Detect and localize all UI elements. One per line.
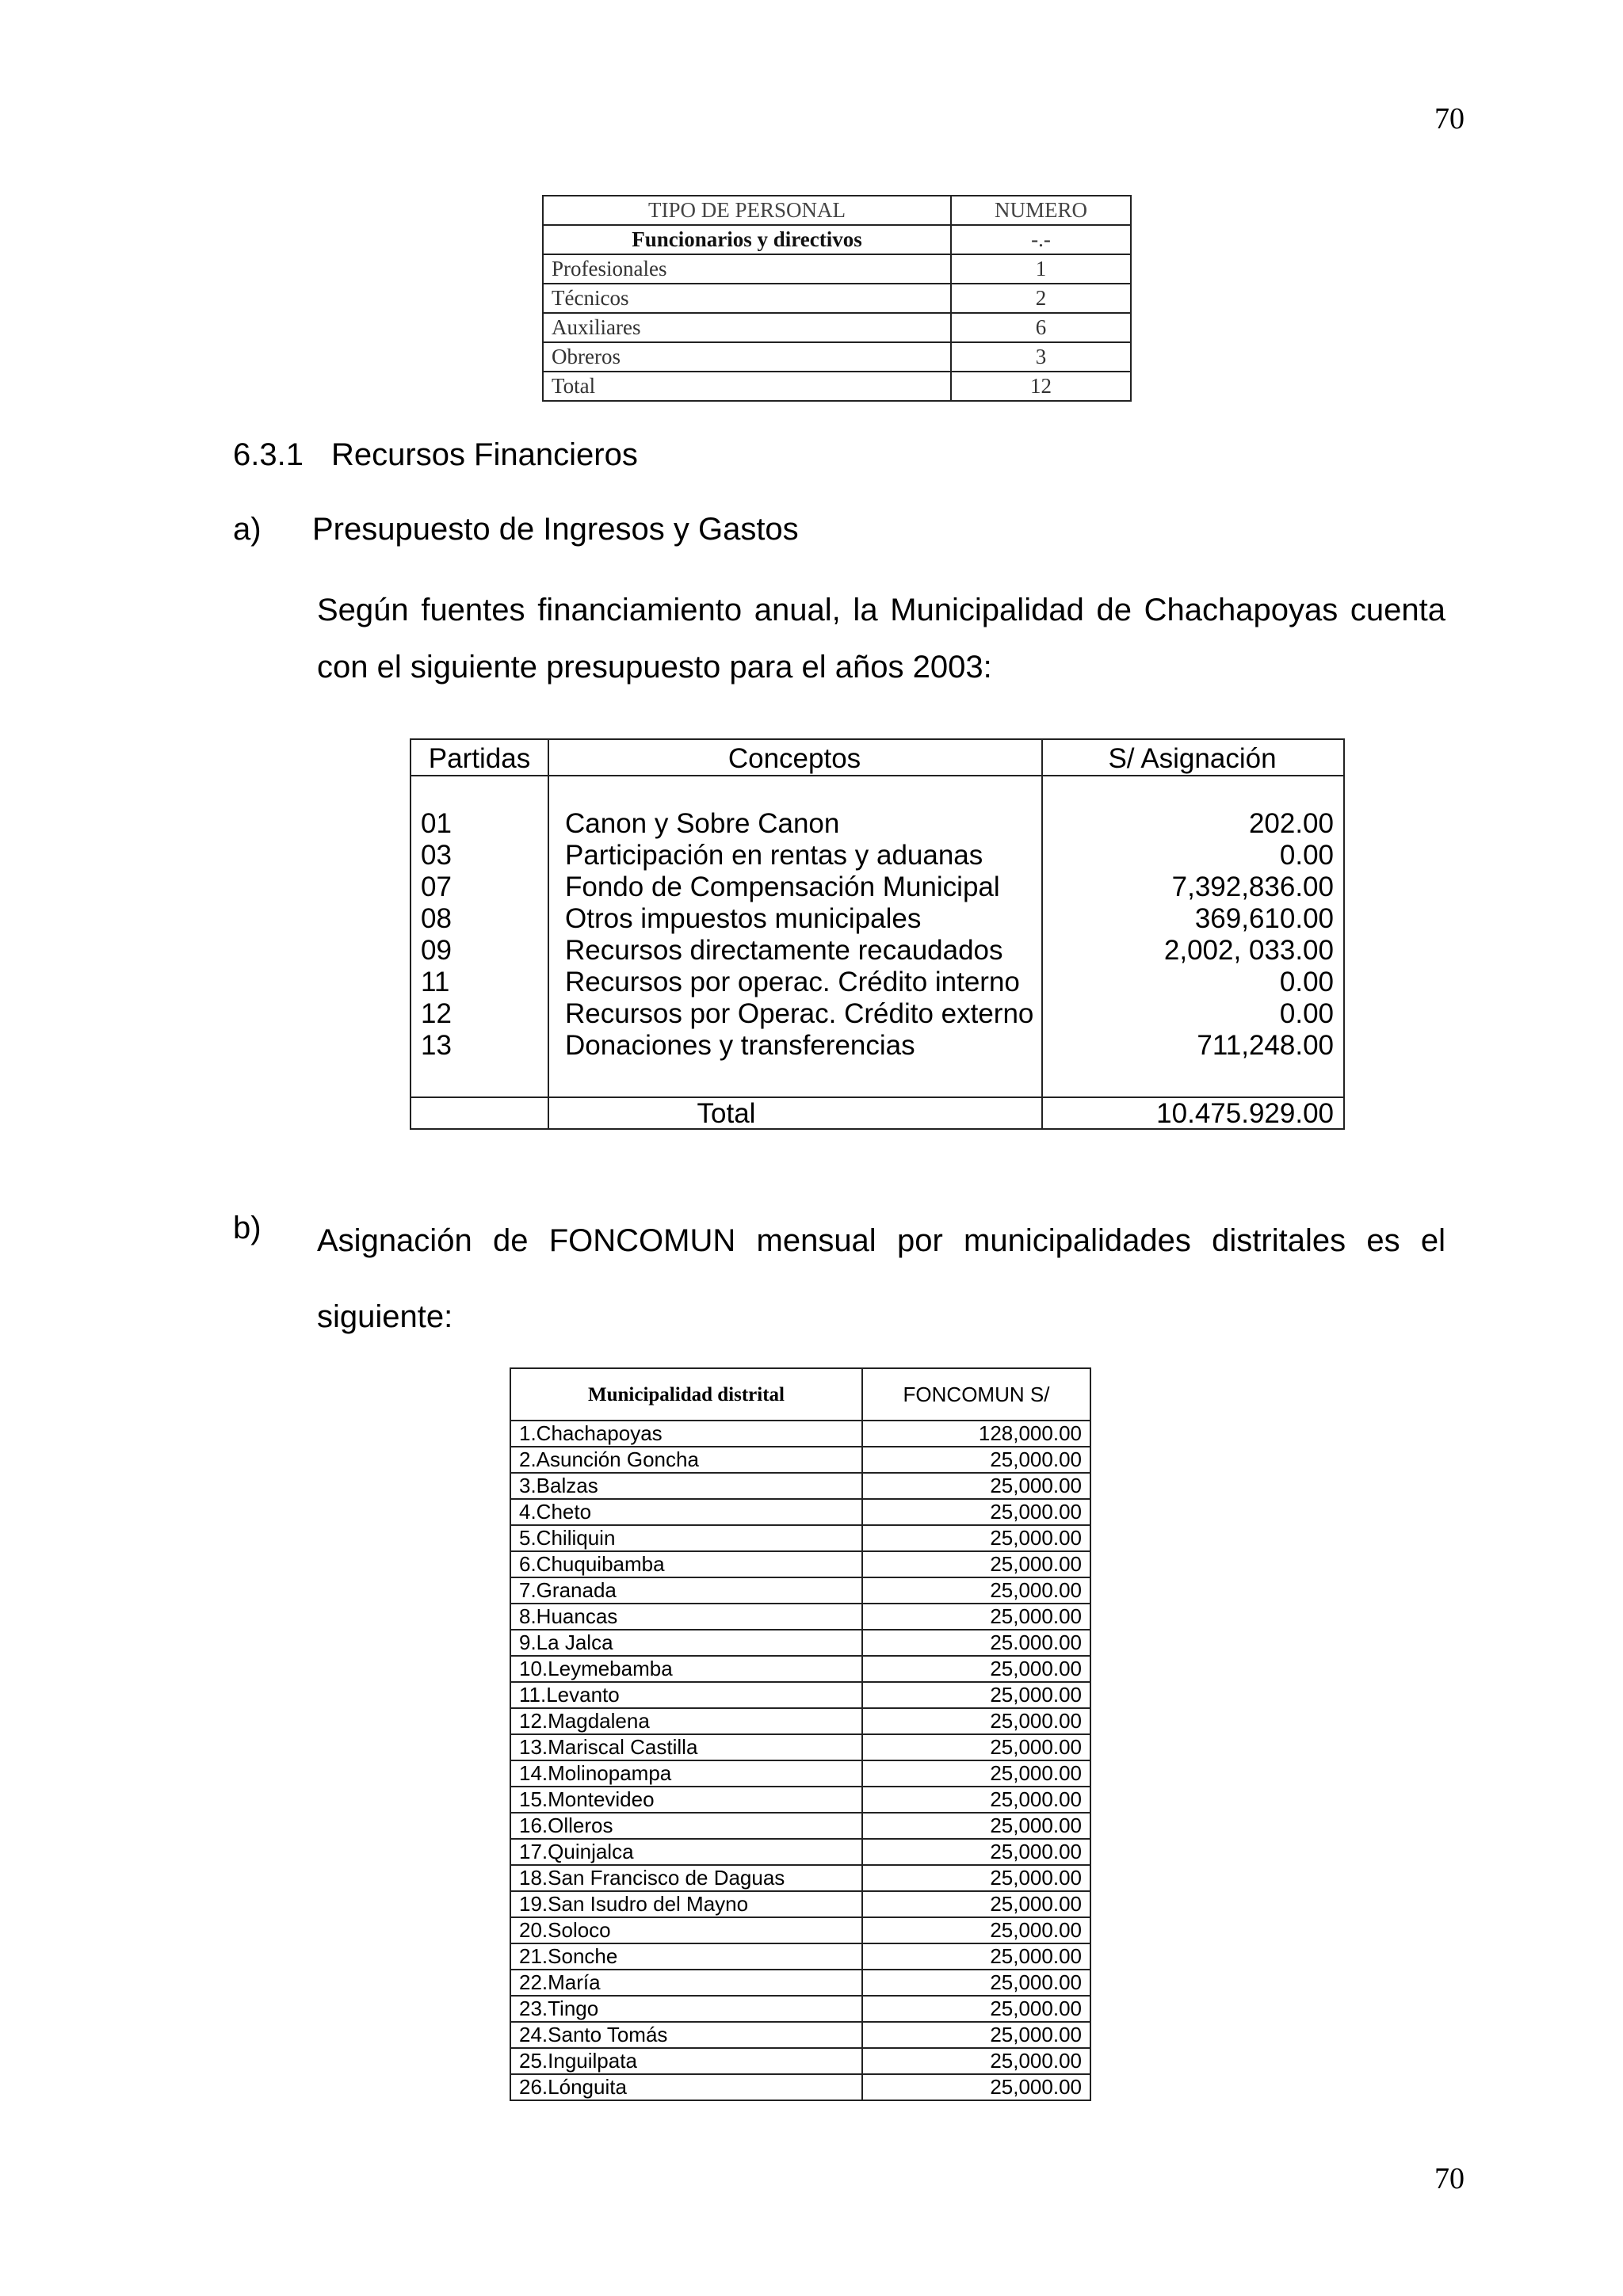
table-row (510, 1970, 1090, 1996)
asignacion: 2,002, 033.00 (1163, 935, 1334, 966)
partida-code: 08 (421, 903, 452, 934)
municipality-name: 4.Cheto (510, 1499, 862, 1525)
foncomun-amount: 25,000.00 (862, 1734, 1090, 1760)
row-label: Técnicos (543, 284, 951, 313)
municipality-name: 13.Mariscal Castilla (510, 1734, 862, 1760)
foncomun-amount: 25,000.00 (862, 1656, 1090, 1682)
page-number-top: 70 (1434, 102, 1465, 135)
table-row (411, 998, 1343, 1030)
personal-type-table (542, 195, 1132, 402)
row-value: 1 (951, 254, 1131, 284)
section-heading-631 (233, 437, 638, 473)
table-row (543, 313, 1131, 342)
foncomun-amount: 25,000.00 (862, 1708, 1090, 1734)
row-label: Funcionarios y directivos (543, 225, 951, 254)
foncomun-amount: 25,000.00 (862, 1760, 1090, 1787)
row-value: 2 (951, 284, 1131, 313)
header-asignacion: S/ Asignación (1108, 743, 1277, 774)
table-row (543, 254, 1131, 284)
municipality-name: 3.Balzas (510, 1473, 862, 1499)
municipality-name: 19.San Isudro del Mayno (510, 1891, 862, 1917)
table-header-row (543, 196, 1131, 225)
partida-code: 12 (421, 998, 452, 1029)
table-row (510, 1943, 1090, 1970)
section-title: Recursos Financieros (331, 437, 638, 472)
foncomun-amount: 25,000.00 (862, 1604, 1090, 1630)
asignacion: 369,610.00 (1194, 903, 1334, 934)
foncomun-amount: 25,000.00 (862, 1839, 1090, 1865)
header-numero: NUMERO (951, 196, 1131, 225)
budget-table (410, 738, 1345, 1130)
foncomun-table (510, 1367, 1091, 2101)
municipality-name: 16.Olleros (510, 1813, 862, 1839)
concepto: Donaciones y transferencias (565, 1030, 915, 1061)
asignacion: 7,392,836.00 (1171, 871, 1334, 902)
municipality-name: 11.Levanto (510, 1682, 862, 1708)
concepto: Fondo de Compensación Municipal (565, 871, 1000, 902)
concepto: Recursos por Operac. Crédito externo (565, 998, 1034, 1029)
asignacion: 711,248.00 (1197, 1030, 1334, 1061)
concepto: Canon y Sobre Canon (565, 808, 840, 839)
header-partidas: Partidas (428, 743, 531, 774)
header-foncomun: FONCOMUN S/ (862, 1368, 1090, 1421)
table-row (411, 808, 1343, 840)
municipality-name: 8.Huancas (510, 1604, 862, 1630)
foncomun-amount: 25,000.00 (862, 1787, 1090, 1813)
table-row (510, 1708, 1090, 1734)
foncomun-amount: 25,000.00 (862, 1447, 1090, 1473)
table-row (510, 2048, 1090, 2074)
subsection-title: Presupuesto de Ingresos y Gastos (312, 512, 799, 547)
table-row (510, 1891, 1090, 1917)
concepto: Participación en rentas y aduanas (565, 840, 983, 871)
municipality-name: 20.Soloco (510, 1917, 862, 1943)
foncomun-amount: 25.000.00 (862, 1630, 1090, 1656)
foncomun-amount: 25,000.00 (862, 1813, 1090, 1839)
partida-code: 07 (421, 871, 452, 902)
municipality-name: 23.Tingo (510, 1996, 862, 2022)
budget-intro-paragraph: Según fuentes financiamiento anual, la Municipalidad de Chachapoyas cuenta con el siguiente presupuesto para el años 2003: (317, 593, 1445, 685)
table-row (543, 372, 1131, 401)
municipality-name: 6.Chuquibamba (510, 1551, 862, 1577)
foncomun-amount: 25,000.00 (862, 1473, 1090, 1499)
table-row (510, 1551, 1090, 1577)
foncomun-amount: 128,000.00 (862, 1421, 1090, 1447)
foncomun-amount: 25,000.00 (862, 1577, 1090, 1604)
asignacion: 0.00 (1279, 967, 1334, 997)
municipality-name: 1.Chachapoyas (510, 1421, 862, 1447)
partida-code: 01 (421, 808, 452, 839)
total-value: 10.475.929.00 (1156, 1098, 1334, 1129)
table-row (543, 225, 1131, 254)
foncomun-amount: 25,000.00 (862, 1970, 1090, 1996)
table-row (510, 1760, 1090, 1787)
municipality-name: 24.Santo Tomás (510, 2022, 862, 2048)
foncomun-amount: 25,000.00 (862, 1891, 1090, 1917)
table-row (510, 1421, 1090, 1447)
row-label: Profesionales (543, 254, 951, 284)
concepto: Recursos por operac. Crédito interno (565, 967, 1020, 997)
table-row (510, 1604, 1090, 1630)
total-label: Total (697, 1098, 756, 1129)
table-row (510, 2074, 1090, 2100)
asignacion: 0.00 (1279, 998, 1334, 1029)
row-value: 12 (951, 372, 1131, 401)
partida-code: 11 (421, 967, 450, 997)
table-row (411, 840, 1343, 871)
table-row (510, 2022, 1090, 2048)
municipality-name: 10.Leymebamba (510, 1656, 862, 1682)
row-label: Auxiliares (543, 313, 951, 342)
table-row (510, 1630, 1090, 1656)
row-value: 6 (951, 313, 1131, 342)
subsection-marker-b: b) (233, 1211, 262, 1245)
municipality-name: 25.Inguilpata (510, 2048, 862, 2074)
subsection-marker: a) (233, 512, 262, 547)
row-value: 3 (951, 342, 1131, 372)
foncomun-amount: 25,000.00 (862, 2074, 1090, 2100)
row-label: Total (543, 372, 951, 401)
table-row (411, 967, 1343, 998)
table-row (411, 1030, 1343, 1062)
municipality-name: 26.Lónguita (510, 2074, 862, 2100)
table-row (510, 1447, 1090, 1473)
table-row (510, 1996, 1090, 2022)
foncomun-amount: 25,000.00 (862, 1551, 1090, 1577)
table-row (411, 903, 1343, 935)
table-row (510, 1865, 1090, 1891)
table-row (510, 1917, 1090, 1943)
section-number: 6.3.1 (233, 437, 304, 472)
foncomun-amount: 25,000.00 (862, 1525, 1090, 1551)
table-row (510, 1525, 1090, 1551)
partida-code: 13 (421, 1030, 452, 1061)
municipality-name: 15.Montevideo (510, 1787, 862, 1813)
partida-code: 03 (421, 840, 452, 871)
foncomun-amount: 25,000.00 (862, 1499, 1090, 1525)
table-row (510, 1499, 1090, 1525)
table-row (510, 1813, 1090, 1839)
municipality-name: 22.María (510, 1970, 862, 1996)
municipality-name: 14.Molinopampa (510, 1760, 862, 1787)
header-conceptos: Conceptos (727, 743, 861, 774)
header-municipalidad: Municipalidad distrital (510, 1368, 862, 1421)
table-row (543, 284, 1131, 313)
foncomun-amount: 25,000.00 (862, 1917, 1090, 1943)
row-value: -.- (951, 225, 1131, 254)
foncomun-amount: 25,000.00 (862, 1996, 1090, 2022)
foncomun-amount: 25,000.00 (862, 1943, 1090, 1970)
foncomun-amount: 25,000.00 (862, 2022, 1090, 2048)
row-label: Obreros (543, 342, 951, 372)
municipality-name: 2.Asunción Goncha (510, 1447, 862, 1473)
table-row (510, 1577, 1090, 1604)
municipality-name: 21.Sonche (510, 1943, 862, 1970)
table-row (543, 342, 1131, 372)
table-header-row (510, 1368, 1090, 1421)
municipality-name: 17.Quinjalca (510, 1839, 862, 1865)
asignacion: 202.00 (1248, 808, 1334, 839)
municipality-name: 9.La Jalca (510, 1630, 862, 1656)
table-row (510, 1473, 1090, 1499)
municipality-name: 5.Chiliquin (510, 1525, 862, 1551)
municipality-name: 7.Granada (510, 1577, 862, 1604)
table-row (510, 1787, 1090, 1813)
asignacion: 0.00 (1279, 840, 1334, 871)
table-row (510, 1682, 1090, 1708)
table-row (411, 935, 1343, 967)
table-row (411, 871, 1343, 903)
table-row (510, 1839, 1090, 1865)
header-tipo-personal: TIPO DE PERSONAL (543, 196, 951, 225)
table-row (510, 1734, 1090, 1760)
foncomun-intro-paragraph: Asignación de FONCOMUN mensual por municipalidades distritales es el siguiente: (317, 1223, 1445, 1334)
foncomun-amount: 25,000.00 (862, 1865, 1090, 1891)
municipality-name: 18.San Francisco de Daguas (510, 1865, 862, 1891)
concepto: Recursos directamente recaudados (565, 935, 1003, 966)
foncomun-amount: 25,000.00 (862, 1682, 1090, 1708)
page-number-bottom: 70 (1434, 2162, 1465, 2195)
foncomun-amount: 25,000.00 (862, 2048, 1090, 2074)
concepto: Otros impuestos municipales (565, 903, 922, 934)
subsection-heading-a (233, 512, 799, 547)
table-row (510, 1656, 1090, 1682)
municipality-name: 12.Magdalena (510, 1708, 862, 1734)
partida-code: 09 (421, 935, 452, 966)
